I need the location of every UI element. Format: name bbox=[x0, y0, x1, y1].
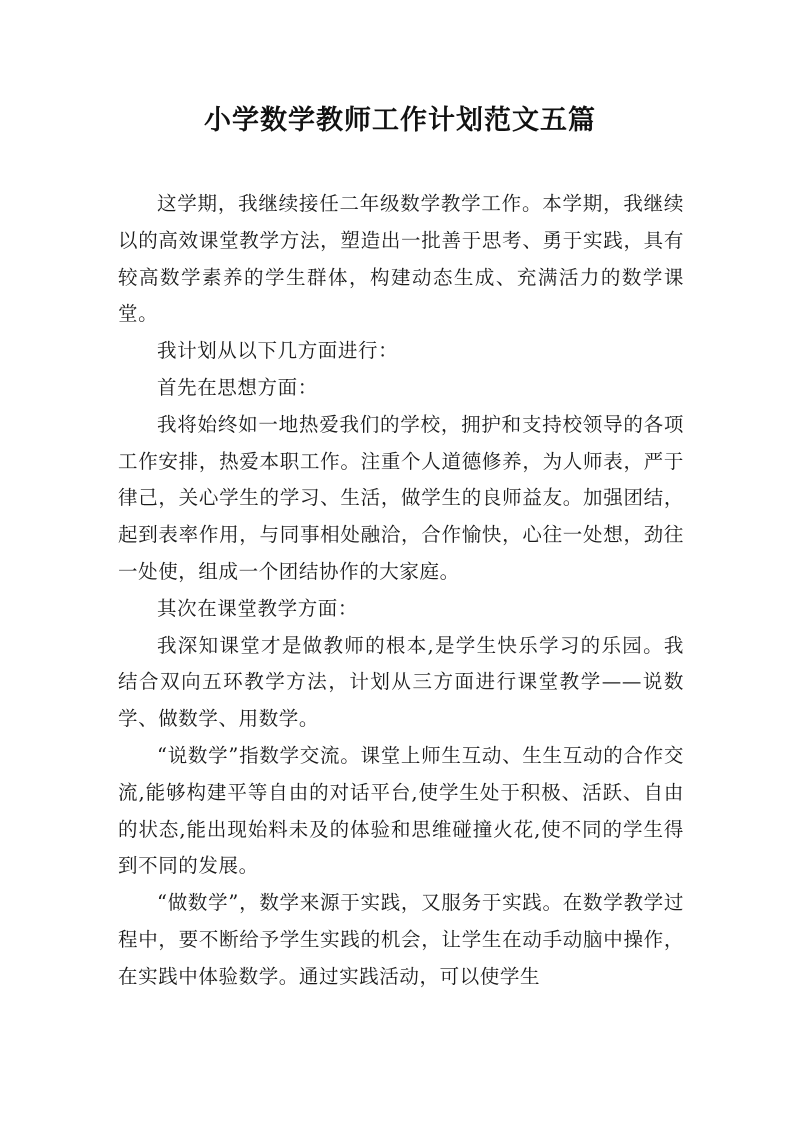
paragraph-classroom: 我深知课堂才是做教师的根本,是学生快乐学习的乐园。我结合双向五环教学方法，计划从三方面进行课堂教学——说数学、做数学、用数学。 bbox=[118, 633, 684, 731]
paragraph-speak-math: “说数学”指数学交流。课堂上师生互动、生生互动的合作交流,能够构建平等自由的对话平台,使学生处于积极、活跃、自由的状态,能出现始料未及的体验和思维碰撞火花,使不同的学生得到不同的发展。 bbox=[118, 743, 684, 878]
paragraph-intro: 这学期，我继续接任二年级数学教学工作。本学期，我继续以的高效课堂教学方法，塑造出一批善于思考、勇于实践，具有较高数学素养的学生群体，构建动态生成、充满活力的数学课堂。 bbox=[118, 192, 684, 326]
paragraph-heading-ideology: 首先在思想方面： bbox=[157, 375, 318, 399]
document-body bbox=[118, 186, 684, 996]
paragraph-ideology: 我将始终如一地热爱我们的学校，拥护和支持校领导的各项工作安排，热爱本职工作。注重个人道德修养，为人师表，严于律己，关心学生的学习、生活，做学生的良师益友。加强团结，起到表率作用，与同事相处融洽，合作愉快，心往一处想，劲往一处使，组成一个团结协作的大家庭。 bbox=[118, 412, 684, 583]
paragraph-do-math: “做数学”，数学来源于实践，又服务于实践。在数学教学过程中，要不断给予学生实践的机会，让学生在动手动脑中操作，在实践中体验数学。通过实践活动，可以使学生 bbox=[118, 891, 684, 988]
document-title: 小学数学教师工作计划范文五篇 bbox=[204, 105, 596, 136]
paragraph-heading-classroom: 其次在课堂教学方面： bbox=[157, 596, 359, 620]
paragraph-plan-intro: 我计划从以下几方面进行： bbox=[157, 339, 399, 363]
